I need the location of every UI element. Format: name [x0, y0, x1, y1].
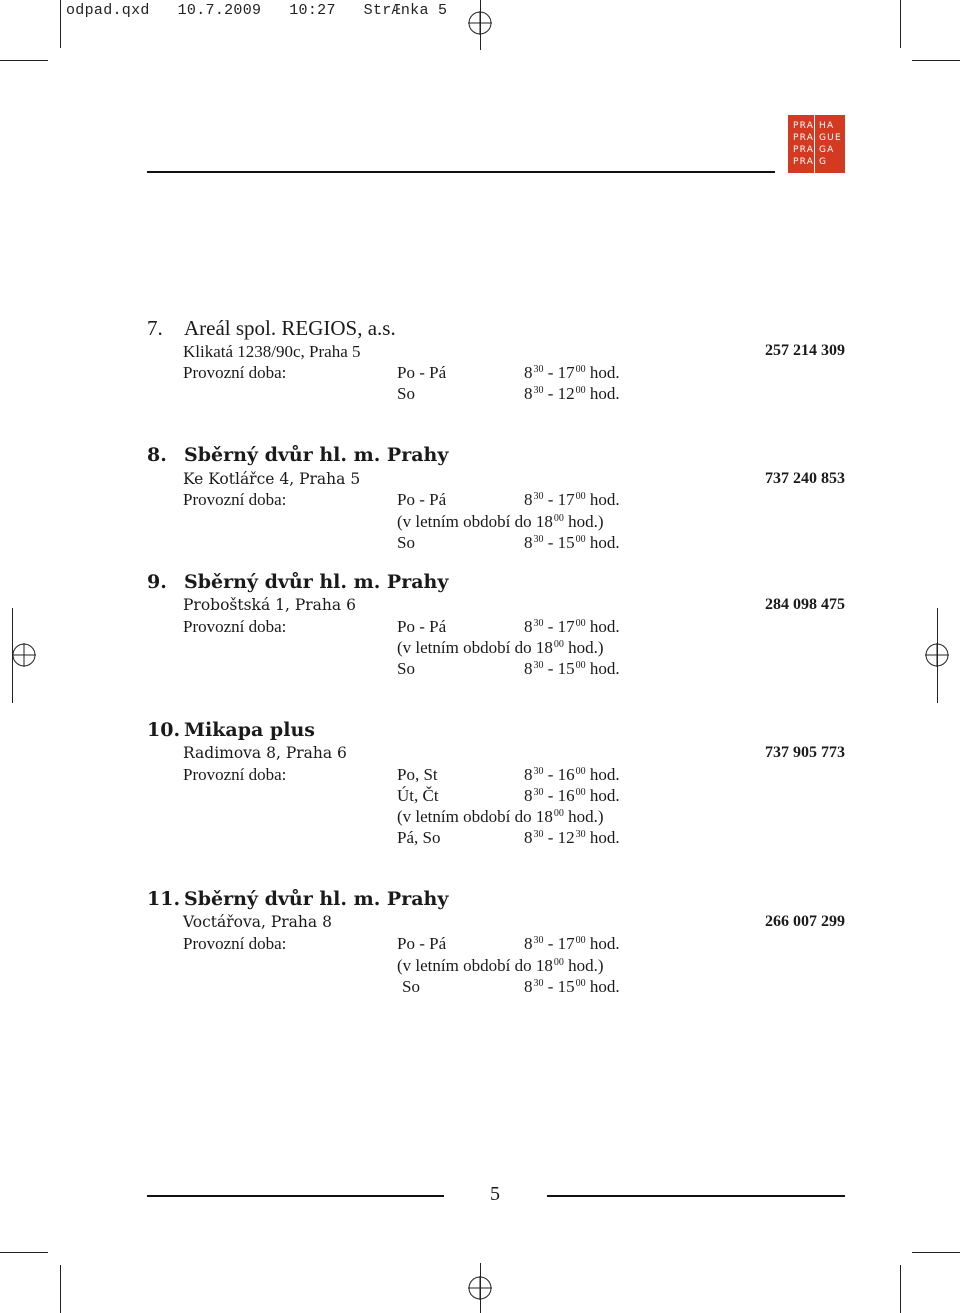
entry-number: 8.: [147, 444, 167, 466]
hours-time: $8^{30} - 17^{00}$ hod.: [524, 363, 620, 382]
logo-right-column: HA GUE GA G: [819, 121, 842, 167]
entry-address: Ke Kotlářce 4, Praha 5: [183, 470, 361, 488]
hours-days: Pá, So: [397, 828, 441, 847]
entry-name: Mikapa plus: [184, 719, 315, 741]
hours-time: $8^{30} - 15^{00}$ hod.: [524, 977, 620, 996]
hours-summer-note: (v letním období do $18^{00}$ hod.): [397, 638, 604, 657]
hours-days: Po - Pá: [397, 934, 447, 953]
registration-mark-icon: [468, 11, 492, 35]
hours-time: $8^{30} - 17^{00}$ hod.: [524, 490, 620, 509]
page-number: 5: [490, 1183, 500, 1205]
entry-name: Areál spol. REGIOS, a.s.: [184, 316, 396, 340]
registration-mark-icon: [468, 1276, 492, 1300]
hours-time: $8^{30} - 12^{30}$ hod.: [524, 828, 620, 847]
entry-address: Voctářova, Praha 8: [183, 913, 332, 931]
document-slug: odpad.qxd 10.7.2009 10:27 StrÆnka 5: [66, 2, 448, 19]
hours-time: $8^{30} - 15^{00}$ hod.: [524, 659, 620, 678]
hours-days: Út, Čt: [397, 786, 439, 805]
entry-phone: 266 007 299: [765, 913, 845, 930]
entry-number: 9.: [147, 571, 167, 593]
hours-time: $8^{30} - 17^{00}$ hod.: [524, 617, 620, 636]
entry-number: 10.: [147, 719, 181, 741]
hours-summer-note: (v letním období do $18^{00}$ hod.): [397, 512, 604, 531]
entry-address: Proboštská 1, Praha 6: [183, 596, 356, 614]
hours-summer-note: (v letním období do $18^{00}$ hod.): [397, 956, 604, 975]
hours-days: Po - Pá: [397, 617, 447, 636]
entry-address: Klikatá 1238/90c, Praha 5: [183, 342, 361, 361]
entry-phone: 737 240 853: [765, 470, 845, 487]
header-rule: [147, 171, 775, 173]
hours-days: Po - Pá: [397, 363, 447, 382]
entry-number: 7.: [147, 316, 163, 340]
hours-time: $8^{30} - 16^{00}$ hod.: [524, 786, 620, 805]
footer-rule-right: [547, 1195, 845, 1197]
entry-name: Sběrný dvůr hl. m. Prahy: [184, 888, 449, 910]
entry-number: 11.: [147, 888, 181, 910]
hours-label: Provozní doba:: [183, 617, 287, 636]
hours-days: So: [402, 977, 420, 996]
registration-mark-icon: [12, 643, 36, 667]
hours-summer-note: (v letním období do $18^{00}$ hod.): [397, 807, 604, 826]
hours-days: Po - Pá: [397, 490, 447, 509]
logo-left-column: PRA PRA PRA PRA: [793, 121, 815, 167]
hours-time: $8^{30} - 15^{00}$ hod.: [524, 533, 620, 552]
hours-days: So: [397, 659, 415, 678]
entry-name: Sběrný dvůr hl. m. Prahy: [184, 444, 449, 466]
entry-address: Radimova 8, Praha 6: [183, 744, 347, 762]
footer-rule-left: [147, 1195, 444, 1197]
registration-mark-icon: [925, 643, 949, 667]
entry-phone: 737 905 773: [765, 744, 845, 761]
hours-label: Provozní doba:: [183, 490, 287, 509]
entry-phone: 284 098 475: [765, 596, 845, 613]
hours-label: Provozní doba:: [183, 934, 287, 953]
hours-time: $8^{30} - 12^{00}$ hod.: [524, 384, 620, 403]
hours-days: So: [397, 384, 415, 403]
hours-days: So: [397, 533, 415, 552]
entry-phone: 257 214 309: [765, 342, 845, 359]
praha-logo: [788, 115, 845, 173]
hours-time: $8^{30} - 16^{00}$ hod.: [524, 765, 620, 784]
hours-time: $8^{30} - 17^{00}$ hod.: [524, 934, 620, 953]
hours-days: Po, St: [397, 765, 438, 784]
hours-label: Provozní doba:: [183, 765, 287, 784]
hours-label: Provozní doba:: [183, 363, 287, 382]
entry-name: Sběrný dvůr hl. m. Prahy: [184, 571, 449, 593]
